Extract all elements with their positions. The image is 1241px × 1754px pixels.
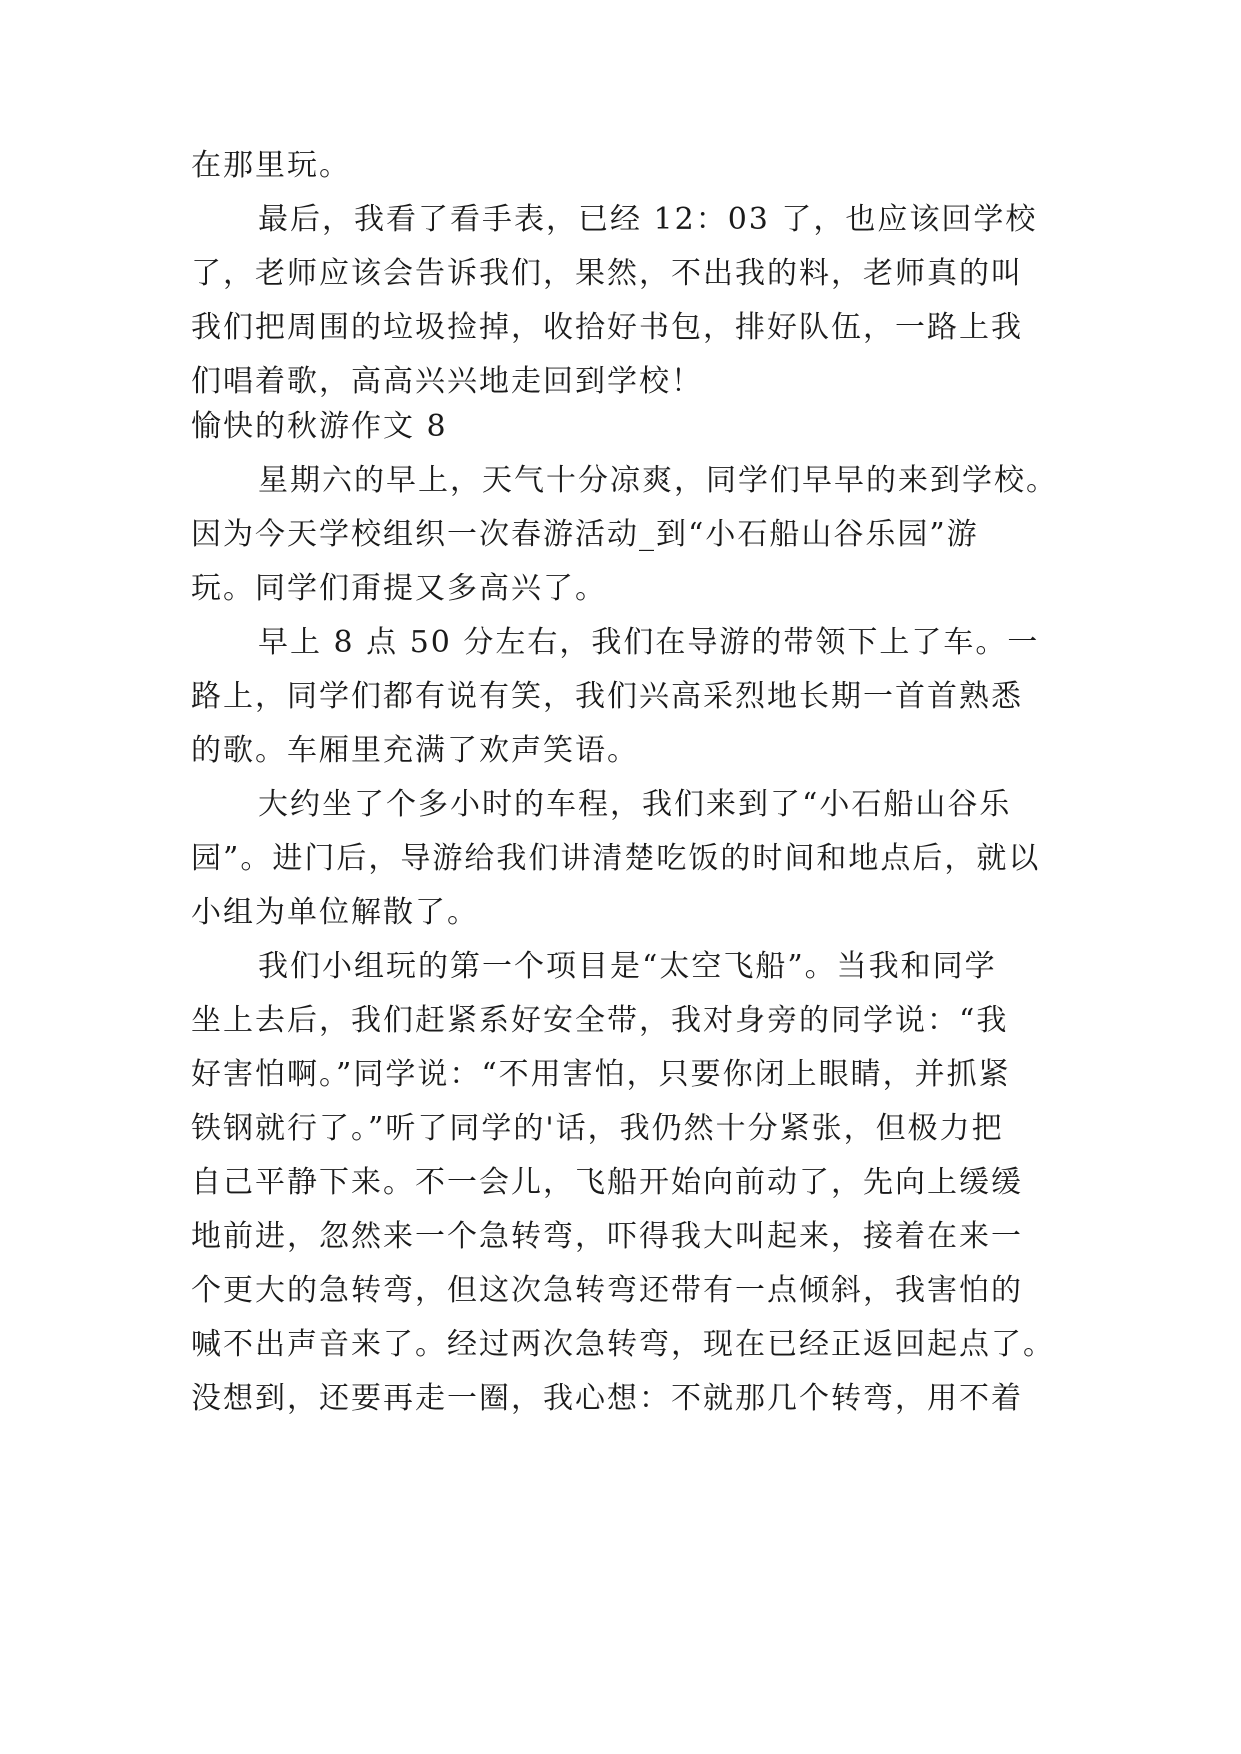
text-line: 的歌。车厢里充满了欢声笑语。 — [191, 733, 639, 768]
text-line: 地前进，忽然来一个急转弯，吓得我大叫起来，接着在来一 — [191, 1219, 1023, 1254]
text-line: 路上，同学们都有说有笑，我们兴高采烈地长期一首首熟悉 — [191, 679, 1023, 714]
text-line: 小组为单位解散了。 — [191, 895, 479, 930]
text-line: 园”。进门后，导游给我们讲清楚吃饭的时间和地点后，就以 — [191, 841, 1041, 876]
section-heading: 愉快的秋游作文 8 — [191, 409, 448, 444]
text-line: 铁钢就行了。”听了同学的'话，我仍然十分紧张，但极力把 — [191, 1111, 1004, 1146]
text-line: 早上 8 点 50 分左右，我们在导游的带领下上了车。一 — [258, 625, 1040, 660]
text-line: 因为今天学校组织一次春游活动_到“小石船山谷乐园”游 — [191, 517, 979, 552]
text-line: 们唱着歌，高高兴兴地走回到学校！ — [191, 364, 703, 399]
text-line: 星期六的早上，天气十分凉爽，同学们早早的来到学校。 — [258, 463, 1058, 498]
text-line: 了，老师应该会告诉我们，果然，不出我的料，老师真的叫 — [191, 256, 1023, 291]
text-line: 玩。同学们甭提又多高兴了。 — [191, 571, 607, 606]
text-line: 我们把周围的垃圾捡掉，收拾好书包，排好队伍，一路上我 — [191, 310, 1023, 345]
text-line: 自己平静下来。不一会儿，飞船开始向前动了，先向上缓缓 — [191, 1165, 1023, 1200]
text-line: 最后，我看了看手表，已经 12：03 了，也应该回学校 — [258, 202, 1038, 237]
text-line: 喊不出声音来了。经过两次急转弯，现在已经正返回起点了。 — [191, 1327, 1055, 1362]
text-line: 在那里玩。 — [191, 148, 351, 183]
text-line: 我们小组玩的第一个项目是“太空飞船”。当我和同学 — [258, 949, 997, 984]
text-line: 坐上去后，我们赶紧系好安全带，我对身旁的同学说：“我 — [191, 1003, 1009, 1038]
text-line: 个更大的急转弯，但这次急转弯还带有一点倾斜，我害怕的 — [191, 1273, 1023, 1308]
text-line: 好害怕啊。”同学说：“不用害怕，只要你闭上眼睛，并抓紧 — [191, 1057, 1011, 1092]
text-line: 没想到，还要再走一圈，我心想：不就那几个转弯，用不着 — [191, 1381, 1023, 1416]
text-line: 大约坐了个多小时的车程，我们来到了“小石船山谷乐 — [258, 787, 1012, 822]
